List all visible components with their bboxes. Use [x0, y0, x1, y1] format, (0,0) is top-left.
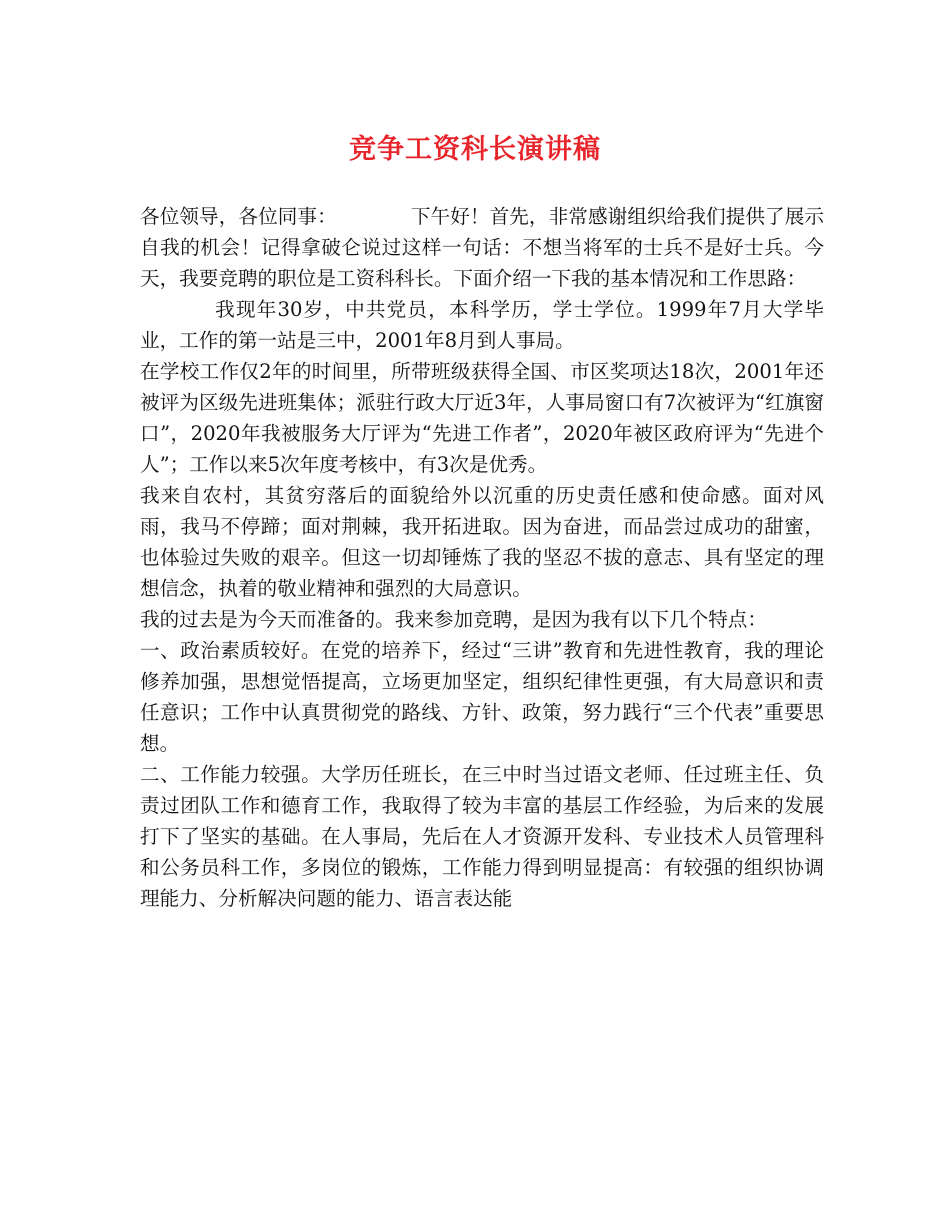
body-paragraph-5: 一、政治素质较好。在党的培养下，经过“三讲”教育和先进性教育，我的理论修养加强，思想觉悟提高，立场更加坚定，组织纪律性更强，有大局意识和责任意识；工作中认真贯彻党的路线、方针、政策，努力践行“三个代表”重要思想。	[140, 639, 824, 755]
greeting-paragraph	[140, 201, 824, 294]
body-paragraph-4: 我的过去是为今天而准备的。我来参加竞聘，是因为我有以下几个特点：	[140, 608, 767, 631]
body-paragraph-2: 在学校工作仅2年的时间里，所带班级获得全国、市区奖项达18次，2001年还被评为区级先进班集体；派驻行政大厅近3年，人事局窗口有7次被评为“红旗窗口”，2020年我被服务大厅评为“先进工作者”，2020年被区政府评为“先进个人”；工作以来5次年度考核中，有3次是优秀。	[140, 360, 824, 476]
greeting-salutation: 各位领导，各位同事：	[140, 205, 337, 228]
document-title: 竞争工资科长演讲稿	[349, 134, 601, 165]
body-paragraph-1: 我现年30岁，中共党员，本科学历，学士学位。1999年7月大学毕业，工作的第一站是三中，2001年8月到人事局。	[140, 298, 824, 352]
greeting-text: 下午好！首先，非常感谢组织给我们提供了展示自我的机会！记得拿破仑说过这样一句话：不想当将军的士兵不是好士兵。今天，我要竞聘的职位是工资科科长。下面介绍一下我的基本情况和工作思路：	[140, 205, 825, 290]
body-paragraph-3: 我来自农村，其贫穷落后的面貌给外以沉重的历史责任感和使命感。面对风雨，我马不停蹄；面对荆棘，我开拓进取。因为奋进，而品尝过成功的甜蜜，也体验过失败的艰辛。但这一切却锤炼了我的坚忍不拔的意志、具有坚定的理想信念，执着的敬业精神和强烈的大局意识。	[140, 484, 824, 600]
body-paragraph-6: 二、工作能力较强。大学历任班长，在三中时当过语文老师、任过班主任、负责过团队工作和德育工作，我取得了较为丰富的基层工作经验，为后来的发展打下了坚实的基础。在人事局，先后在人才资源开发科、专业技术人员管理科和公务员科工作，多岗位的锻炼，工作能力得到明显提高：有较强的组织协调理能力、分析解决问题的能力、语言表达能	[140, 763, 824, 910]
document-body	[140, 201, 824, 914]
